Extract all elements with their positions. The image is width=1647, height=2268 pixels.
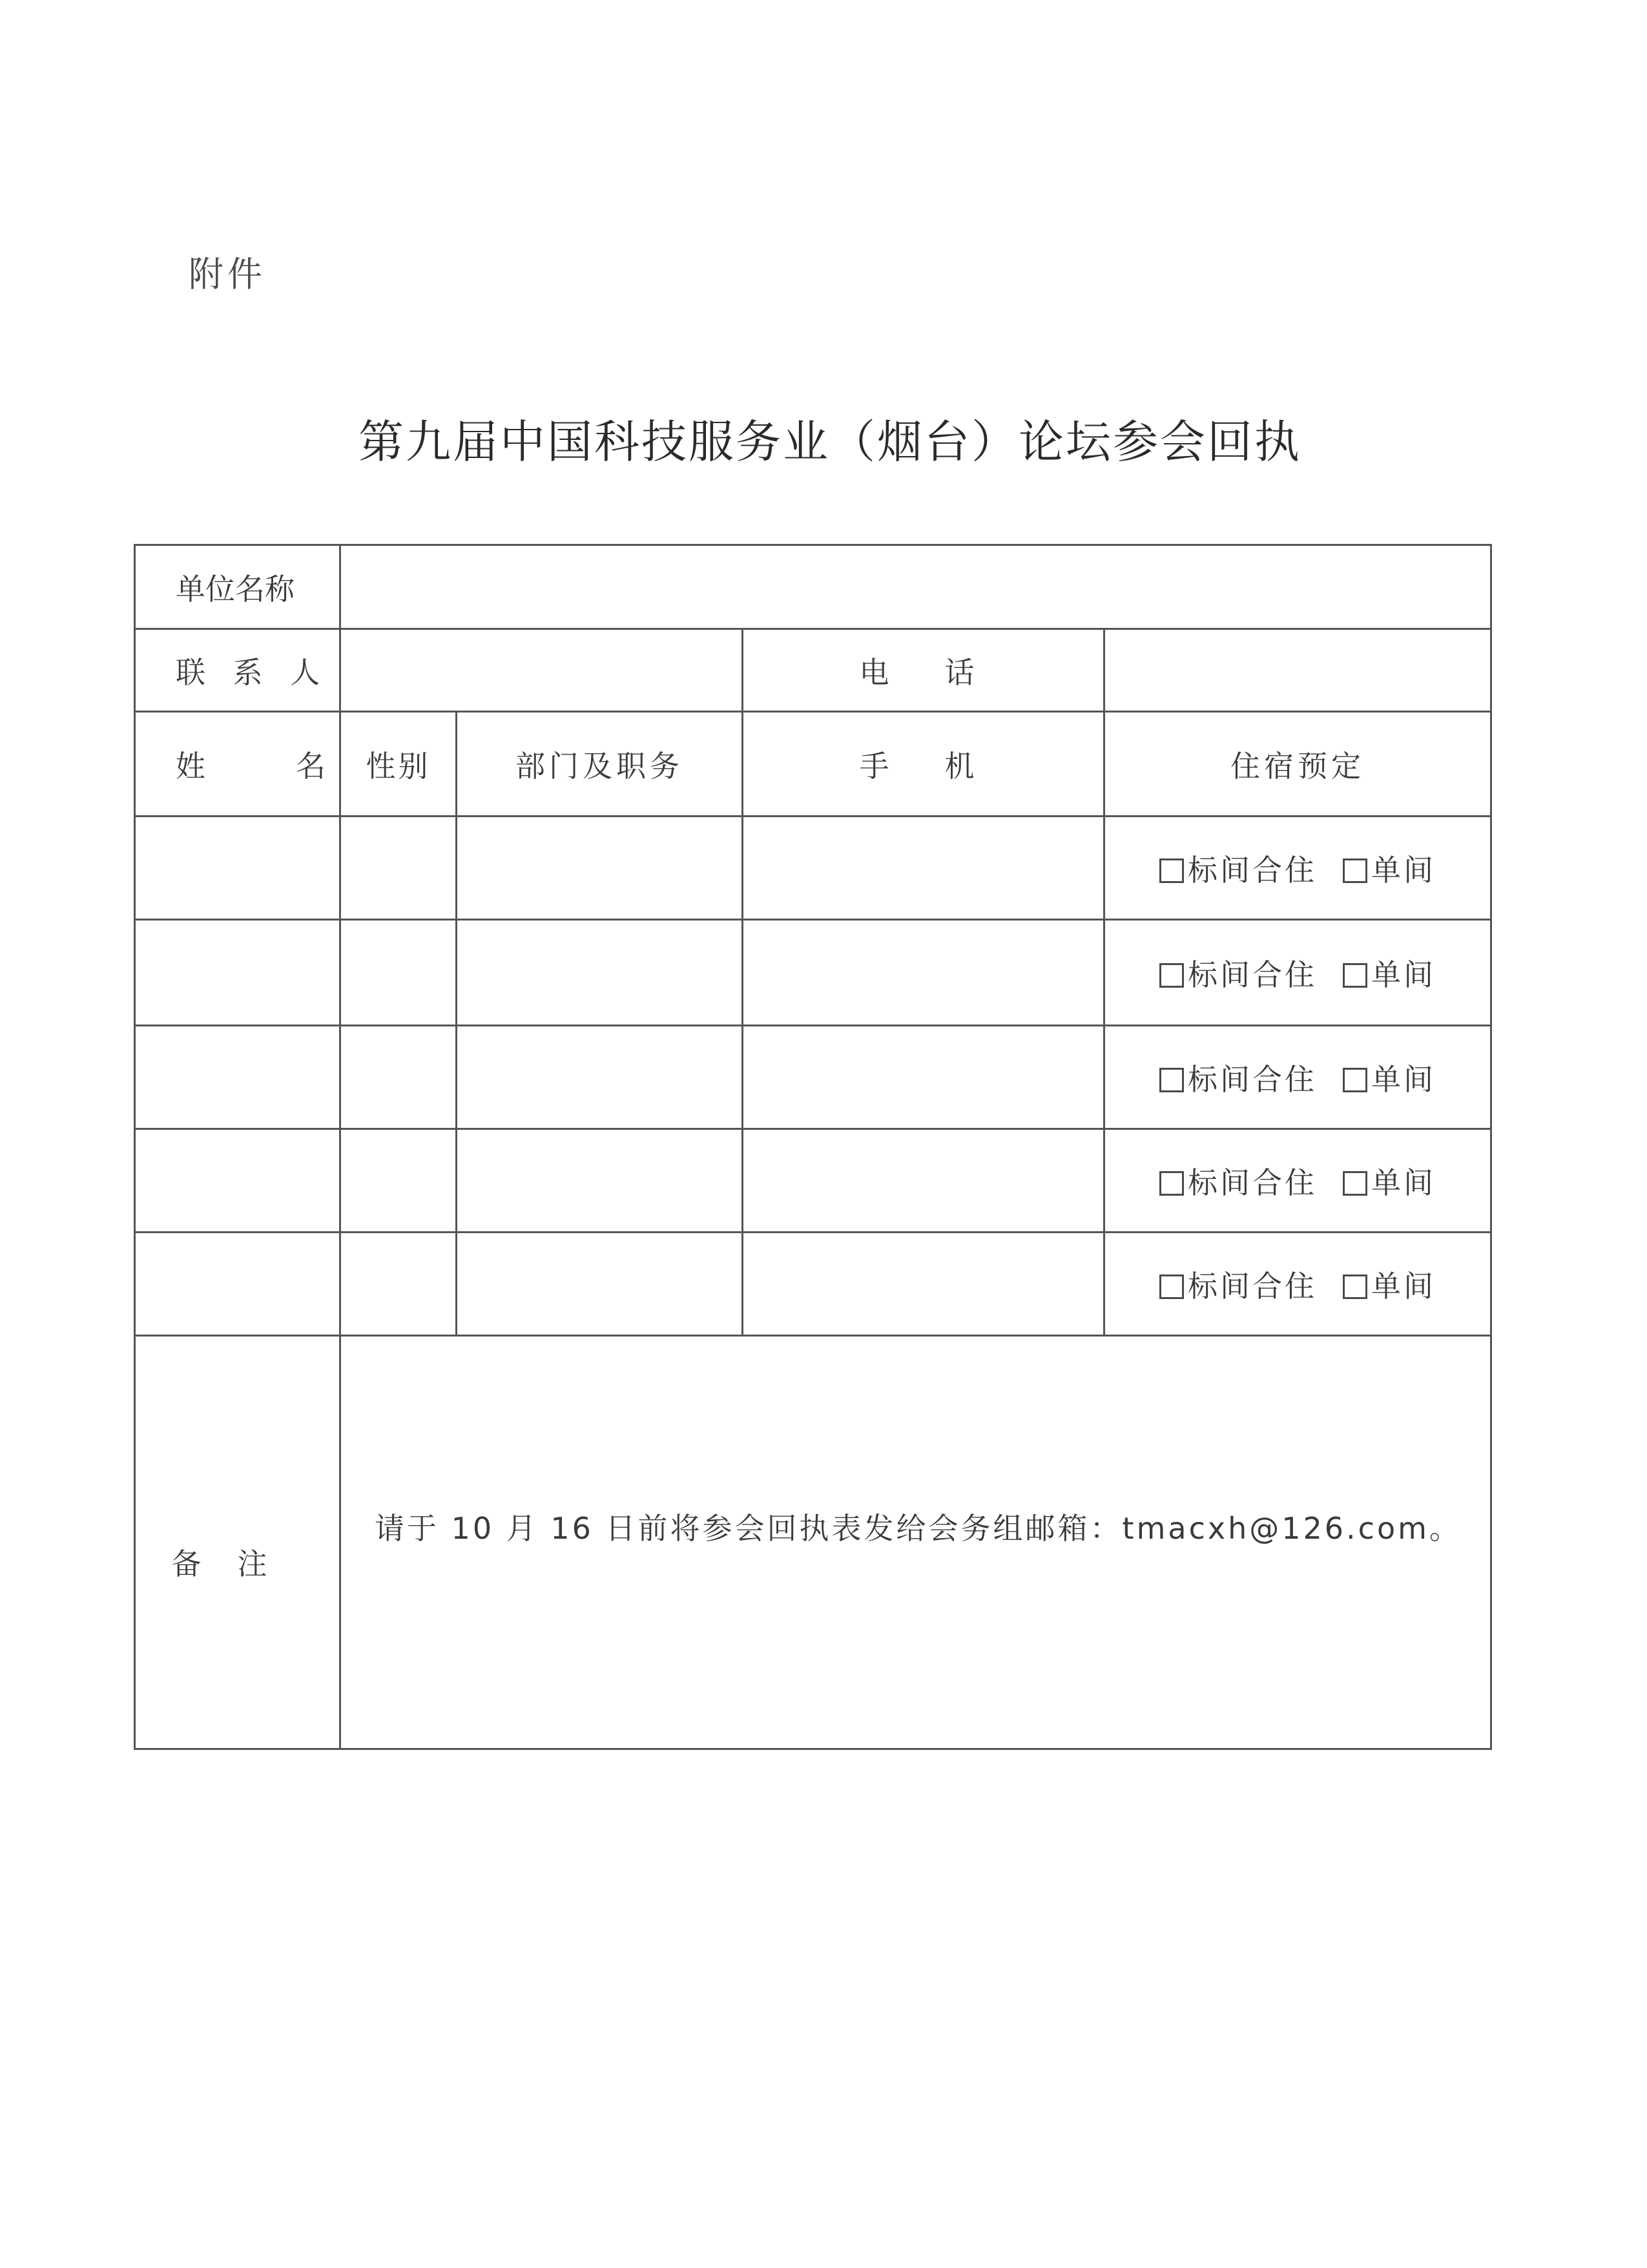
single-room-option[interactable] xyxy=(1343,1269,1436,1304)
gender-header: 性别 xyxy=(340,712,457,817)
attendee-dept-cell[interactable] xyxy=(457,1129,743,1233)
org-name-row xyxy=(135,545,1491,629)
shared-room-option[interactable] xyxy=(1159,1062,1317,1097)
single-room-checkbox[interactable] xyxy=(1343,1274,1367,1299)
lodging-options xyxy=(1104,1233,1491,1336)
single-room-option[interactable] xyxy=(1343,1062,1436,1097)
phone-field[interactable] xyxy=(1104,629,1491,712)
attendee-row xyxy=(135,920,1491,1026)
attendee-dept-cell[interactable] xyxy=(457,817,743,920)
attendee-gender-cell[interactable] xyxy=(340,817,457,920)
contact-label: 联 系 人 xyxy=(135,629,340,712)
lodging-options xyxy=(1104,1026,1491,1129)
shared-room-checkbox[interactable] xyxy=(1159,1171,1184,1196)
lodging-options xyxy=(1104,1129,1491,1233)
shared-room-label: 标间合住 xyxy=(1188,1165,1317,1200)
attendee-gender-cell[interactable] xyxy=(340,920,457,1026)
mobile-header: 手 机 xyxy=(743,712,1104,817)
phone-label: 电 话 xyxy=(743,629,1104,712)
attendee-mobile-cell[interactable] xyxy=(743,920,1104,1026)
attendee-name-cell[interactable] xyxy=(135,1026,340,1129)
single-room-checkbox[interactable] xyxy=(1343,963,1367,988)
attendee-row xyxy=(135,1129,1491,1233)
attachment-label: 附件 xyxy=(189,254,266,295)
name-header-part1: 姓 xyxy=(176,748,205,784)
attendee-name-cell[interactable] xyxy=(135,1129,340,1233)
single-room-label: 单间 xyxy=(1371,852,1436,888)
single-room-checkbox[interactable] xyxy=(1343,1068,1367,1092)
attendee-name-cell[interactable] xyxy=(135,920,340,1026)
single-room-label: 单间 xyxy=(1371,1268,1436,1304)
attendee-gender-cell[interactable] xyxy=(340,1233,457,1336)
shared-room-option[interactable] xyxy=(1159,1269,1317,1304)
header-row xyxy=(135,712,1491,817)
lodging-options xyxy=(1104,817,1491,920)
attendee-row xyxy=(135,1233,1491,1336)
notes-label: 备注 xyxy=(135,1336,340,1749)
dept-position-header: 部门及职务 xyxy=(457,712,743,817)
shared-room-label: 标间合住 xyxy=(1188,1061,1317,1097)
single-room-option[interactable] xyxy=(1343,957,1436,992)
attendee-name-cell[interactable] xyxy=(135,1233,340,1336)
name-header xyxy=(135,712,340,817)
attendee-mobile-cell[interactable] xyxy=(743,817,1104,920)
shared-room-option[interactable] xyxy=(1159,1165,1317,1200)
attendee-gender-cell[interactable] xyxy=(340,1129,457,1233)
shared-room-checkbox[interactable] xyxy=(1159,1068,1184,1092)
single-room-label: 单间 xyxy=(1371,1061,1436,1097)
shared-room-option[interactable] xyxy=(1159,957,1317,992)
attendee-dept-cell[interactable] xyxy=(457,920,743,1026)
single-room-checkbox[interactable] xyxy=(1343,1171,1367,1196)
name-header-part2: 名 xyxy=(296,748,326,784)
attendee-gender-cell[interactable] xyxy=(340,1026,457,1129)
contact-row xyxy=(135,629,1491,712)
registration-table xyxy=(134,544,1492,1750)
lodging-options xyxy=(1104,920,1491,1026)
single-room-option[interactable] xyxy=(1343,853,1436,888)
shared-room-option[interactable] xyxy=(1159,853,1317,888)
single-room-checkbox[interactable] xyxy=(1343,858,1367,883)
shared-room-checkbox[interactable] xyxy=(1159,963,1184,988)
single-room-option[interactable] xyxy=(1343,1165,1436,1200)
attendee-row xyxy=(135,1026,1491,1129)
attendee-mobile-cell[interactable] xyxy=(743,1026,1104,1129)
attendee-mobile-cell[interactable] xyxy=(743,1129,1104,1233)
attendee-dept-cell[interactable] xyxy=(457,1233,743,1336)
attendee-mobile-cell[interactable] xyxy=(743,1233,1104,1336)
notes-text: 请于 10 月 16 日前将参会回执表发给会务组邮箱：tmacxh@126.com。 xyxy=(340,1336,1491,1749)
single-room-label: 单间 xyxy=(1371,1165,1436,1200)
shared-room-checkbox[interactable] xyxy=(1159,1274,1184,1299)
document-title: 第九届中国科技服务业（烟台）论坛参会回执 xyxy=(358,415,1301,468)
single-room-label: 单间 xyxy=(1371,957,1436,992)
notes-row xyxy=(135,1336,1491,1749)
attendee-row xyxy=(135,817,1491,920)
shared-room-label: 标间合住 xyxy=(1188,957,1317,992)
attendee-name-cell[interactable] xyxy=(135,817,340,920)
org-name-label: 单位名称 xyxy=(135,545,340,629)
lodging-header: 住宿预定 xyxy=(1104,712,1491,817)
shared-room-checkbox[interactable] xyxy=(1159,858,1184,883)
shared-room-label: 标间合住 xyxy=(1188,852,1317,888)
contact-field[interactable] xyxy=(340,629,743,712)
shared-room-label: 标间合住 xyxy=(1188,1268,1317,1304)
attendee-dept-cell[interactable] xyxy=(457,1026,743,1129)
org-name-field[interactable] xyxy=(340,545,1491,629)
